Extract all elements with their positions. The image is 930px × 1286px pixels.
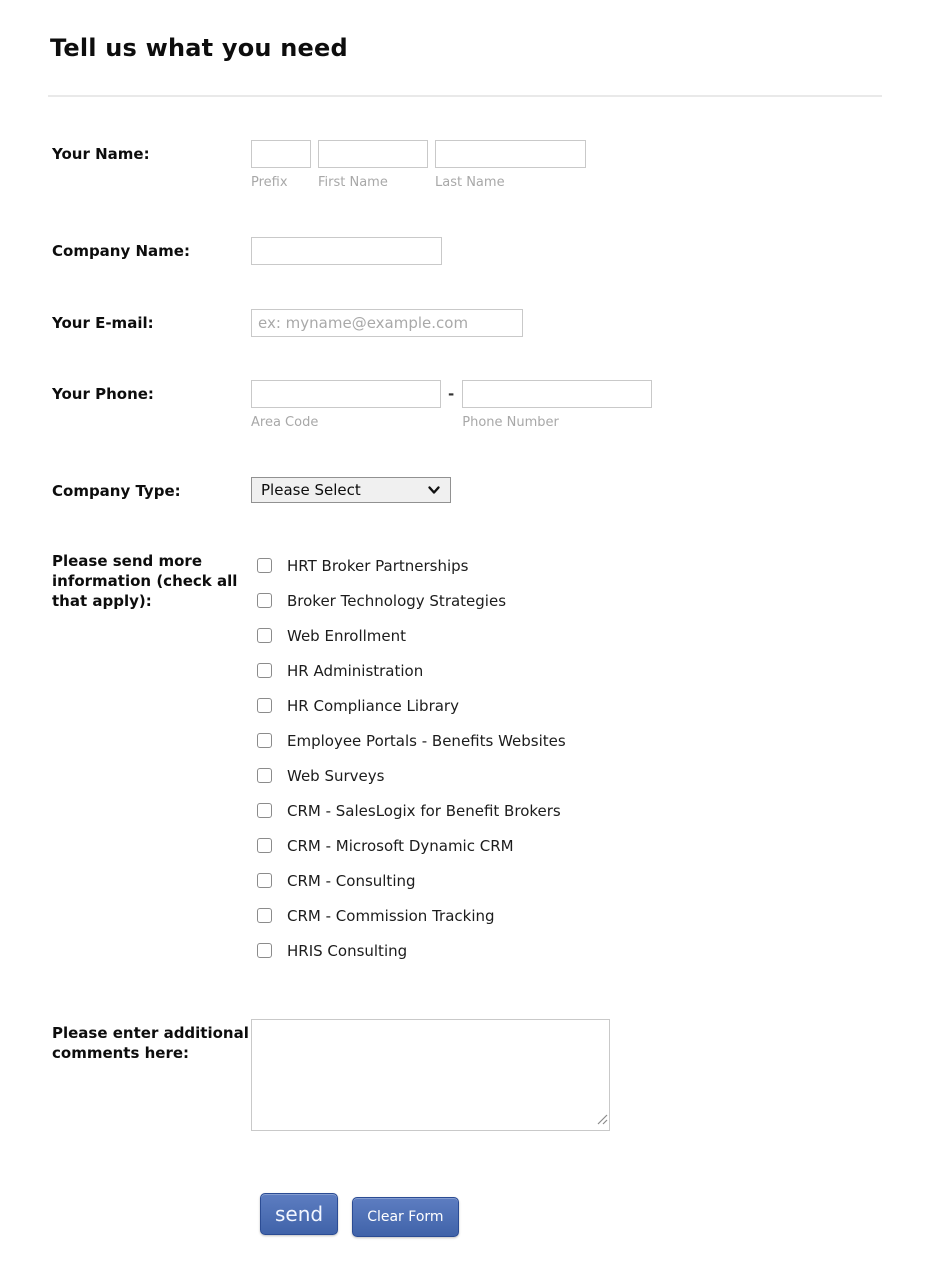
comments-textarea[interactable]: [251, 1019, 610, 1131]
info-option-checkbox[interactable]: [257, 768, 272, 783]
info-option-row: [251, 793, 566, 828]
info-option-row: [251, 688, 566, 723]
info-option-row: [251, 758, 566, 793]
info-option-label: CRM - Consulting: [287, 871, 416, 890]
name-label: Your Name:: [52, 145, 150, 163]
info-label: Please send more information (check all that apply):: [52, 552, 238, 610]
email-label: Your E-mail:: [52, 314, 154, 332]
comments-row: [0, 1019, 930, 1131]
phone-number-sublabel: Phone Number: [462, 415, 559, 430]
phone-number-input[interactable]: [462, 380, 652, 408]
info-option-checkbox[interactable]: [257, 558, 272, 573]
info-option-row: [251, 723, 566, 758]
company-type-select[interactable]: [251, 477, 451, 503]
info-option-label: Broker Technology Strategies: [287, 591, 507, 610]
info-option-checkbox[interactable]: [257, 838, 272, 853]
info-option-checkbox[interactable]: [257, 908, 272, 923]
info-option-row: [251, 618, 566, 653]
phone-label: Your Phone:: [52, 385, 154, 403]
first-name-sublabel: First Name: [318, 175, 388, 190]
info-option-label: CRM - Commission Tracking: [287, 906, 495, 925]
company-type-row: [0, 477, 930, 503]
info-option-checkbox[interactable]: [257, 803, 272, 818]
name-fields: [251, 140, 586, 190]
info-option-row: [251, 548, 566, 583]
send-button[interactable]: send: [260, 1193, 338, 1235]
last-name-input[interactable]: [435, 140, 586, 168]
info-option-checkbox[interactable]: [257, 698, 272, 713]
info-option-label: HRIS Consulting: [287, 941, 408, 960]
comments-field: [251, 1019, 610, 1131]
info-checklist: [251, 547, 566, 968]
info-option-checkbox[interactable]: [257, 628, 272, 643]
prefix-input[interactable]: [251, 140, 311, 168]
comments-label: Please enter additional comments here:: [52, 1024, 249, 1062]
info-option-label: Web Enrollment: [287, 626, 407, 645]
info-option-checkbox[interactable]: [257, 593, 272, 608]
company-type-selected-value: Please Select: [261, 481, 361, 499]
info-option-row: [251, 898, 566, 933]
phone-number-group: [462, 380, 652, 430]
company-type-label: Company Type:: [52, 482, 181, 500]
company-name-row: [0, 237, 930, 265]
clear-form-button[interactable]: Clear Form: [352, 1197, 458, 1237]
info-option-row: [251, 933, 566, 968]
contact-form-page: [0, 33, 930, 1268]
first-name-group: [318, 140, 428, 190]
info-option-label: HR Administration: [287, 661, 424, 680]
prefix-group: [251, 140, 311, 190]
area-code-input[interactable]: [251, 380, 441, 408]
info-option-row: [251, 653, 566, 688]
phone-row: [0, 380, 930, 430]
name-row: [0, 140, 930, 190]
info-option-checkbox[interactable]: [257, 663, 272, 678]
page-title: Tell us what you need: [50, 34, 348, 62]
info-option-checkbox[interactable]: [257, 943, 272, 958]
last-name-group: [435, 140, 586, 190]
phone-separator: -: [448, 385, 455, 403]
info-option-label: HR Compliance Library: [287, 696, 459, 715]
info-option-row: [251, 863, 566, 898]
info-option-label: CRM - Microsoft Dynamic CRM: [287, 836, 514, 855]
area-code-group: [251, 380, 441, 430]
email-input[interactable]: [251, 309, 523, 337]
chevron-down-icon: [427, 483, 441, 497]
info-option-label: Employee Portals - Benefits Websites: [287, 731, 566, 750]
info-option-label: CRM - SalesLogix for Benefit Brokers: [287, 801, 561, 820]
company-name-input[interactable]: [251, 237, 442, 265]
info-option-checkbox[interactable]: [257, 873, 272, 888]
info-option-label: HRT Broker Partnerships: [287, 556, 469, 575]
first-name-input[interactable]: [318, 140, 428, 168]
last-name-sublabel: Last Name: [435, 175, 505, 190]
area-code-sublabel: Area Code: [251, 415, 319, 430]
info-option-row: [251, 583, 566, 618]
info-row: [0, 547, 930, 968]
info-option-label: Web Surveys: [287, 766, 385, 785]
title-divider: [48, 95, 882, 97]
info-option-row: [251, 828, 566, 863]
prefix-sublabel: Prefix: [251, 175, 288, 190]
company-name-label: Company Name:: [52, 242, 190, 260]
actions-row: [0, 1193, 930, 1268]
info-option-checkbox[interactable]: [257, 733, 272, 748]
phone-fields: [251, 380, 652, 430]
email-row: [0, 309, 930, 337]
